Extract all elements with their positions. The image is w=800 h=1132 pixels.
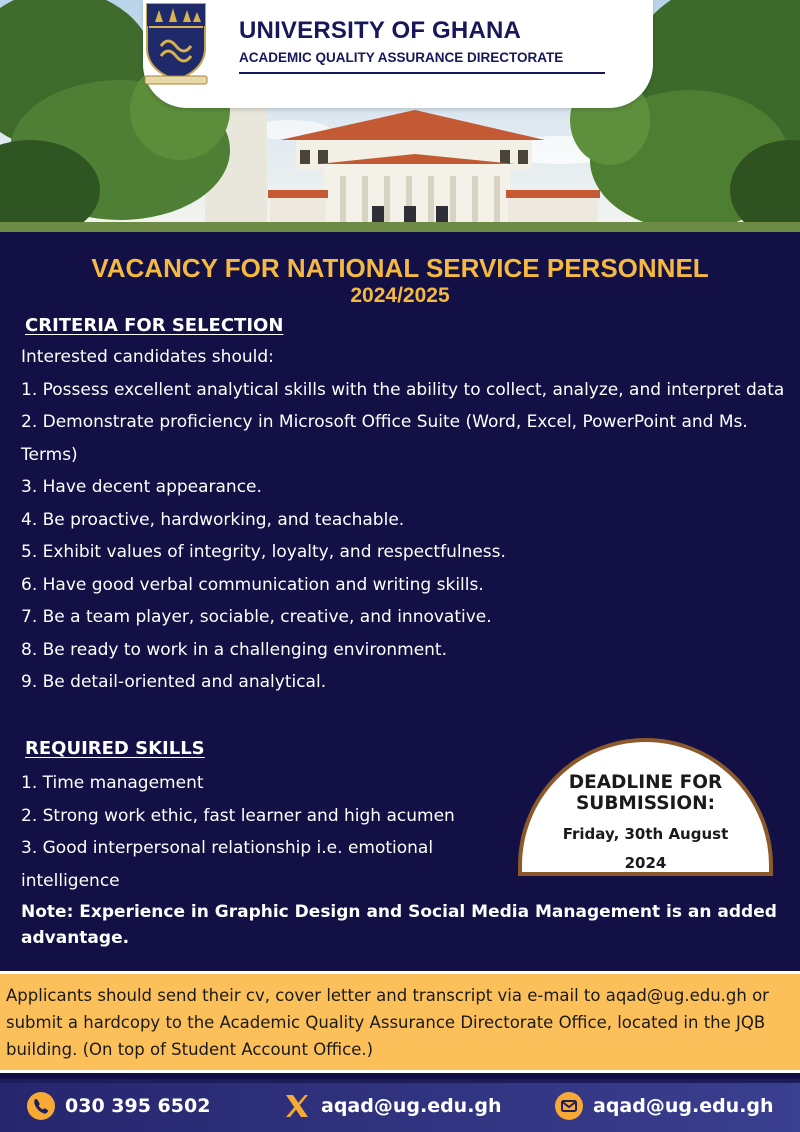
- criteria-item: 2. Demonstrate proficiency in Microsoft Office Suite (Word, Excel, PowerPoint and Ms. Terms): [21, 412, 748, 465]
- email-address: aqad@ug.edu.gh: [593, 1095, 774, 1117]
- page-title: VACANCY FOR NATIONAL SERVICE PERSONNEL: [91, 253, 709, 283]
- deadline-date: [522, 820, 769, 878]
- criteria-item: 8. Be ready to work in a challenging environment.: [21, 639, 448, 660]
- note-text: Note: Experience in Graphic Design and Social Media Management is an added advantage.: [21, 902, 777, 948]
- criteria-item: 5. Exhibit values of integrity, loyalty, and respectfulness.: [21, 542, 506, 562]
- phone-icon: [27, 1092, 55, 1120]
- criteria-item: 9. Be detail-oriented and analytical.: [21, 672, 327, 692]
- application-box: [0, 974, 800, 1070]
- criteria-item: 1. Possess excellent analytical skills with the ability to collect, analyze, and interpret data: [21, 379, 785, 400]
- deadline-title: DEADLINE FOR SUBMISSION:: [568, 772, 723, 814]
- criteria-intro: Interested candidates should:: [21, 347, 274, 367]
- envelope-icon: [555, 1092, 583, 1120]
- hero-photo: [0, 0, 800, 232]
- header-divider: [239, 72, 605, 74]
- skills-list: [21, 767, 511, 897]
- university-crest-icon: [143, 0, 209, 86]
- criteria-list: [21, 341, 791, 699]
- criteria-item: 7. Be a team player, sociable, creative, and innovative.: [21, 607, 492, 627]
- deadline-date-line2: 2024: [624, 854, 667, 872]
- deadline-date-line1: Friday, 30th August: [562, 825, 729, 843]
- contact-bar-top-line: [0, 1079, 800, 1083]
- deadline-badge: [518, 738, 773, 876]
- x-logo-icon: [283, 1092, 311, 1120]
- page-subtitle-year: 2024/2025: [350, 284, 450, 307]
- criteria-item: 6. Have good verbal communication and writing skills.: [21, 574, 484, 595]
- criteria-heading: CRITERIA FOR SELECTION: [25, 315, 284, 336]
- skill-item: 1. Time management: [21, 773, 204, 793]
- directorate-name: ACADEMIC QUALITY ASSURANCE DIRECTORATE: [239, 50, 564, 65]
- skill-item: 2. Strong work ethic, fast learner and high acumen: [21, 805, 455, 826]
- skills-heading: REQUIRED SKILLS: [25, 738, 205, 759]
- criteria-item: 3. Have decent appearance.: [21, 477, 262, 497]
- x-handle: aqad@ug.edu.gh: [321, 1095, 502, 1117]
- criteria-item: 4. Be proactive, hardworking, and teachable.: [21, 509, 405, 530]
- contact-bar: [0, 1079, 800, 1132]
- university-name: UNIVERSITY OF GHANA: [239, 17, 522, 44]
- header-card: [143, 0, 653, 108]
- application-text: Applicants should send their cv, cover letter and transcript via e-mail to aqad@ug.edu.gh or submit a hardcopy to the Academic Quality Assurance Directorate Office, located in the JQB building. (On top of Student Account Office.): [6, 986, 769, 1059]
- divider: [0, 1070, 800, 1073]
- skill-item: 3. Good interpersonal relationship i.e. emotional intelligence: [21, 838, 434, 891]
- phone-number: 030 395 6502: [65, 1095, 211, 1117]
